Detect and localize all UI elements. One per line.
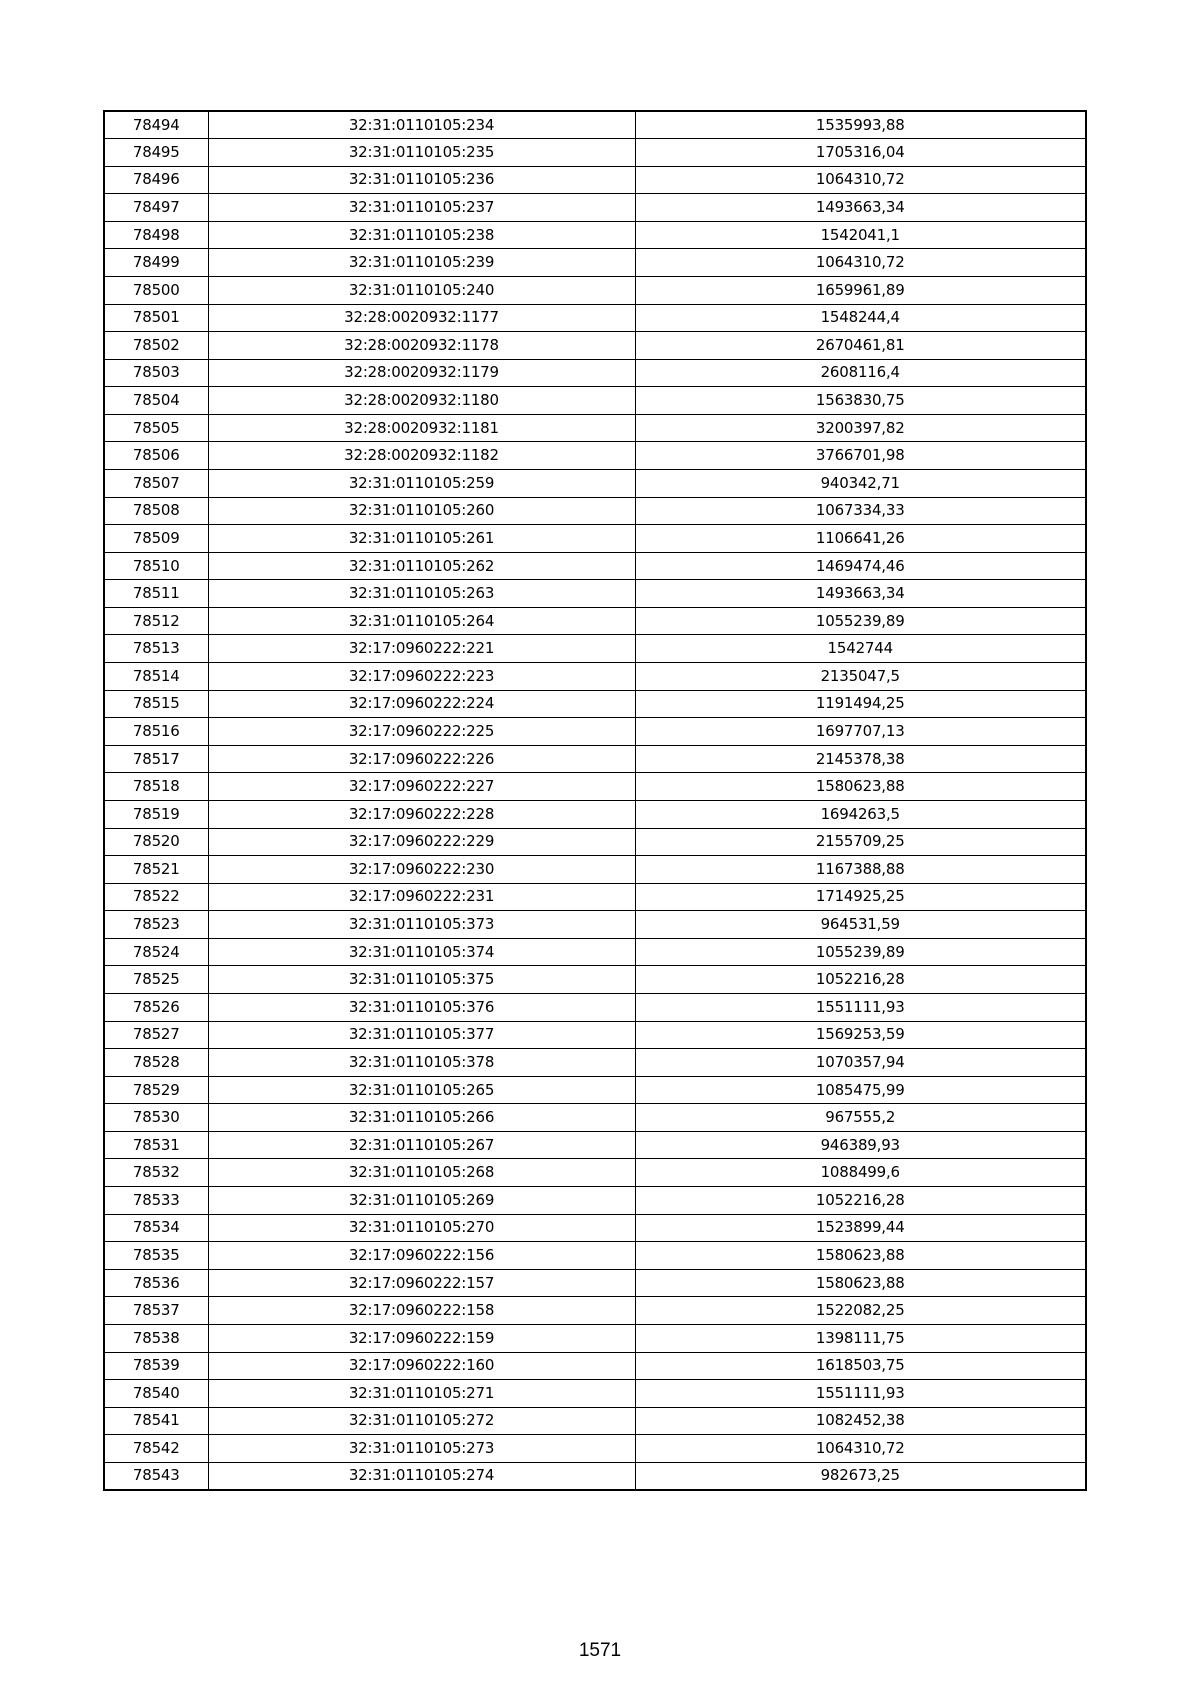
table-row bbox=[104, 470, 1086, 498]
cadastral-value-cell: 1659961,89 bbox=[635, 276, 1086, 304]
table-row bbox=[104, 718, 1086, 746]
cadastral-number-cell: 32:31:0110105:240 bbox=[208, 276, 635, 304]
row-number-cell: 78505 bbox=[104, 414, 208, 442]
table-row bbox=[104, 1021, 1086, 1049]
table-row bbox=[104, 497, 1086, 525]
cadastral-number-cell: 32:31:0110105:265 bbox=[208, 1076, 635, 1104]
cadastral-value-cell: 1493663,34 bbox=[635, 580, 1086, 608]
table-row bbox=[104, 359, 1086, 387]
table-row bbox=[104, 1076, 1086, 1104]
table-row bbox=[104, 1269, 1086, 1297]
table-row bbox=[104, 911, 1086, 939]
cadastral-value-cell: 2145378,38 bbox=[635, 745, 1086, 773]
cadastral-value-cell: 967555,2 bbox=[635, 1104, 1086, 1132]
cadastral-number-cell: 32:17:0960222:158 bbox=[208, 1297, 635, 1325]
cadastral-number-cell: 32:17:0960222:224 bbox=[208, 690, 635, 718]
cadastral-number-cell: 32:31:0110105:375 bbox=[208, 966, 635, 994]
row-number-cell: 78513 bbox=[104, 635, 208, 663]
table-row bbox=[104, 1242, 1086, 1270]
table-row bbox=[104, 525, 1086, 553]
row-number-cell: 78540 bbox=[104, 1380, 208, 1408]
table-row bbox=[104, 1435, 1086, 1463]
table-row bbox=[104, 1214, 1086, 1242]
cadastral-value-cell: 1694263,5 bbox=[635, 800, 1086, 828]
cadastral-number-cell: 32:31:0110105:376 bbox=[208, 994, 635, 1022]
table-row bbox=[104, 414, 1086, 442]
cadastral-number-cell: 32:31:0110105:270 bbox=[208, 1214, 635, 1242]
cadastral-number-cell: 32:28:0020932:1182 bbox=[208, 442, 635, 470]
row-number-cell: 78520 bbox=[104, 828, 208, 856]
row-number-cell: 78499 bbox=[104, 249, 208, 277]
cadastral-number-cell: 32:17:0960222:221 bbox=[208, 635, 635, 663]
row-number-cell: 78543 bbox=[104, 1462, 208, 1490]
cadastral-value-cell: 1469474,46 bbox=[635, 552, 1086, 580]
row-number-cell: 78542 bbox=[104, 1435, 208, 1463]
cadastral-value-cell: 1580623,88 bbox=[635, 1242, 1086, 1270]
row-number-cell: 78528 bbox=[104, 1049, 208, 1077]
row-number-cell: 78494 bbox=[104, 111, 208, 139]
cadastral-number-cell: 32:31:0110105:269 bbox=[208, 1187, 635, 1215]
cadastral-number-cell: 32:17:0960222:230 bbox=[208, 856, 635, 884]
cadastral-number-cell: 32:31:0110105:235 bbox=[208, 139, 635, 167]
cadastral-number-cell: 32:17:0960222:231 bbox=[208, 883, 635, 911]
cadastral-value-cell: 2670461,81 bbox=[635, 332, 1086, 360]
row-number-cell: 78510 bbox=[104, 552, 208, 580]
cadastral-value-table bbox=[103, 110, 1087, 1491]
cadastral-value-cell: 1082452,38 bbox=[635, 1407, 1086, 1435]
row-number-cell: 78526 bbox=[104, 994, 208, 1022]
cadastral-number-cell: 32:31:0110105:236 bbox=[208, 166, 635, 194]
row-number-cell: 78538 bbox=[104, 1324, 208, 1352]
row-number-cell: 78506 bbox=[104, 442, 208, 470]
cadastral-value-cell: 1563830,75 bbox=[635, 387, 1086, 415]
table-row bbox=[104, 1049, 1086, 1077]
cadastral-value-cell: 1542041,1 bbox=[635, 221, 1086, 249]
table-row bbox=[104, 1380, 1086, 1408]
row-number-cell: 78523 bbox=[104, 911, 208, 939]
cadastral-value-cell: 1580623,88 bbox=[635, 773, 1086, 801]
table-row bbox=[104, 1159, 1086, 1187]
cadastral-value-cell: 1088499,6 bbox=[635, 1159, 1086, 1187]
table-row bbox=[104, 690, 1086, 718]
cadastral-number-cell: 32:31:0110105:377 bbox=[208, 1021, 635, 1049]
cadastral-number-cell: 32:31:0110105:274 bbox=[208, 1462, 635, 1490]
row-number-cell: 78521 bbox=[104, 856, 208, 884]
table-row bbox=[104, 828, 1086, 856]
cadastral-value-cell: 1064310,72 bbox=[635, 1435, 1086, 1463]
table-row bbox=[104, 856, 1086, 884]
table-row bbox=[104, 194, 1086, 222]
row-number-cell: 78535 bbox=[104, 1242, 208, 1270]
cadastral-value-cell: 1064310,72 bbox=[635, 249, 1086, 277]
cadastral-number-cell: 32:28:0020932:1179 bbox=[208, 359, 635, 387]
table-row bbox=[104, 1407, 1086, 1435]
cadastral-number-cell: 32:31:0110105:259 bbox=[208, 470, 635, 498]
table-row bbox=[104, 139, 1086, 167]
cadastral-value-cell: 2135047,5 bbox=[635, 663, 1086, 691]
cadastral-number-cell: 32:31:0110105:374 bbox=[208, 938, 635, 966]
row-number-cell: 78541 bbox=[104, 1407, 208, 1435]
row-number-cell: 78519 bbox=[104, 800, 208, 828]
cadastral-value-cell: 946389,93 bbox=[635, 1131, 1086, 1159]
cadastral-number-cell: 32:31:0110105:264 bbox=[208, 607, 635, 635]
cadastral-value-cell: 1697707,13 bbox=[635, 718, 1086, 746]
cadastral-value-cell: 1542744 bbox=[635, 635, 1086, 663]
row-number-cell: 78533 bbox=[104, 1187, 208, 1215]
cadastral-number-cell: 32:31:0110105:266 bbox=[208, 1104, 635, 1132]
cadastral-number-cell: 32:17:0960222:160 bbox=[208, 1352, 635, 1380]
row-number-cell: 78517 bbox=[104, 745, 208, 773]
cadastral-value-cell: 1523899,44 bbox=[635, 1214, 1086, 1242]
row-number-cell: 78539 bbox=[104, 1352, 208, 1380]
cadastral-number-cell: 32:31:0110105:239 bbox=[208, 249, 635, 277]
cadastral-value-cell: 1055239,89 bbox=[635, 938, 1086, 966]
cadastral-number-cell: 32:31:0110105:261 bbox=[208, 525, 635, 553]
cadastral-number-cell: 32:31:0110105:263 bbox=[208, 580, 635, 608]
cadastral-number-cell: 32:31:0110105:268 bbox=[208, 1159, 635, 1187]
cadastral-value-cell: 964531,59 bbox=[635, 911, 1086, 939]
row-number-cell: 78502 bbox=[104, 332, 208, 360]
cadastral-number-cell: 32:28:0020932:1178 bbox=[208, 332, 635, 360]
cadastral-number-cell: 32:17:0960222:156 bbox=[208, 1242, 635, 1270]
row-number-cell: 78525 bbox=[104, 966, 208, 994]
table-row bbox=[104, 1104, 1086, 1132]
table-row bbox=[104, 1131, 1086, 1159]
cadastral-value-cell: 982673,25 bbox=[635, 1462, 1086, 1490]
cadastral-number-cell: 32:31:0110105:238 bbox=[208, 221, 635, 249]
cadastral-number-cell: 32:31:0110105:262 bbox=[208, 552, 635, 580]
table-row bbox=[104, 1462, 1086, 1490]
cadastral-number-cell: 32:17:0960222:157 bbox=[208, 1269, 635, 1297]
table-row bbox=[104, 580, 1086, 608]
cadastral-value-cell: 1106641,26 bbox=[635, 525, 1086, 553]
row-number-cell: 78531 bbox=[104, 1131, 208, 1159]
table-row bbox=[104, 1187, 1086, 1215]
cadastral-number-cell: 32:31:0110105:271 bbox=[208, 1380, 635, 1408]
table-row bbox=[104, 1297, 1086, 1325]
cadastral-value-cell: 1522082,25 bbox=[635, 1297, 1086, 1325]
row-number-cell: 78516 bbox=[104, 718, 208, 746]
row-number-cell: 78529 bbox=[104, 1076, 208, 1104]
table-row bbox=[104, 304, 1086, 332]
cadastral-number-cell: 32:31:0110105:267 bbox=[208, 1131, 635, 1159]
table-row bbox=[104, 552, 1086, 580]
table-row bbox=[104, 221, 1086, 249]
cadastral-number-cell: 32:17:0960222:227 bbox=[208, 773, 635, 801]
cadastral-value-cell: 3766701,98 bbox=[635, 442, 1086, 470]
cadastral-number-cell: 32:17:0960222:159 bbox=[208, 1324, 635, 1352]
cadastral-value-cell: 1070357,94 bbox=[635, 1049, 1086, 1077]
table-row bbox=[104, 883, 1086, 911]
row-number-cell: 78511 bbox=[104, 580, 208, 608]
table-row bbox=[104, 276, 1086, 304]
row-number-cell: 78503 bbox=[104, 359, 208, 387]
row-number-cell: 78512 bbox=[104, 607, 208, 635]
row-number-cell: 78498 bbox=[104, 221, 208, 249]
cadastral-value-cell: 1618503,75 bbox=[635, 1352, 1086, 1380]
cadastral-value-cell: 940342,71 bbox=[635, 470, 1086, 498]
row-number-cell: 78515 bbox=[104, 690, 208, 718]
row-number-cell: 78509 bbox=[104, 525, 208, 553]
row-number-cell: 78514 bbox=[104, 663, 208, 691]
cadastral-number-cell: 32:31:0110105:234 bbox=[208, 111, 635, 139]
cadastral-number-cell: 32:31:0110105:373 bbox=[208, 911, 635, 939]
table-row bbox=[104, 1352, 1086, 1380]
cadastral-number-cell: 32:28:0020932:1180 bbox=[208, 387, 635, 415]
row-number-cell: 78530 bbox=[104, 1104, 208, 1132]
table-row bbox=[104, 966, 1086, 994]
cadastral-number-cell: 32:31:0110105:237 bbox=[208, 194, 635, 222]
cadastral-number-cell: 32:17:0960222:225 bbox=[208, 718, 635, 746]
cadastral-value-cell: 1705316,04 bbox=[635, 139, 1086, 167]
cadastral-number-cell: 32:17:0960222:226 bbox=[208, 745, 635, 773]
row-number-cell: 78536 bbox=[104, 1269, 208, 1297]
cadastral-value-cell: 1067334,33 bbox=[635, 497, 1086, 525]
cadastral-value-cell: 2155709,25 bbox=[635, 828, 1086, 856]
cadastral-value-cell: 2608116,4 bbox=[635, 359, 1086, 387]
cadastral-number-cell: 32:17:0960222:228 bbox=[208, 800, 635, 828]
cadastral-value-cell: 1398111,75 bbox=[635, 1324, 1086, 1352]
row-number-cell: 78508 bbox=[104, 497, 208, 525]
cadastral-number-cell: 32:28:0020932:1181 bbox=[208, 414, 635, 442]
cadastral-number-cell: 32:31:0110105:273 bbox=[208, 1435, 635, 1463]
cadastral-number-cell: 32:31:0110105:272 bbox=[208, 1407, 635, 1435]
row-number-cell: 78501 bbox=[104, 304, 208, 332]
table-body bbox=[104, 111, 1086, 1490]
table-row bbox=[104, 166, 1086, 194]
cadastral-value-cell: 3200397,82 bbox=[635, 414, 1086, 442]
cadastral-number-cell: 32:31:0110105:260 bbox=[208, 497, 635, 525]
table-row bbox=[104, 663, 1086, 691]
row-number-cell: 78522 bbox=[104, 883, 208, 911]
row-number-cell: 78537 bbox=[104, 1297, 208, 1325]
row-number-cell: 78527 bbox=[104, 1021, 208, 1049]
cadastral-number-cell: 32:31:0110105:378 bbox=[208, 1049, 635, 1077]
table-row bbox=[104, 994, 1086, 1022]
cadastral-value-cell: 1535993,88 bbox=[635, 111, 1086, 139]
table-row bbox=[104, 249, 1086, 277]
row-number-cell: 78500 bbox=[104, 276, 208, 304]
table-row bbox=[104, 111, 1086, 139]
table-row bbox=[104, 442, 1086, 470]
row-number-cell: 78534 bbox=[104, 1214, 208, 1242]
table-row bbox=[104, 773, 1086, 801]
cadastral-number-cell: 32:17:0960222:229 bbox=[208, 828, 635, 856]
cadastral-value-cell: 1085475,99 bbox=[635, 1076, 1086, 1104]
page-number: 1571 bbox=[578, 1640, 622, 1661]
cadastral-value-cell: 1493663,34 bbox=[635, 194, 1086, 222]
row-number-cell: 78497 bbox=[104, 194, 208, 222]
table-row bbox=[104, 387, 1086, 415]
cadastral-value-cell: 1052216,28 bbox=[635, 966, 1086, 994]
table-row bbox=[104, 938, 1086, 966]
row-number-cell: 78496 bbox=[104, 166, 208, 194]
cadastral-value-cell: 1548244,4 bbox=[635, 304, 1086, 332]
table-row bbox=[104, 800, 1086, 828]
table-row bbox=[104, 1324, 1086, 1352]
table-row bbox=[104, 607, 1086, 635]
cadastral-value-cell: 1551111,93 bbox=[635, 994, 1086, 1022]
row-number-cell: 78495 bbox=[104, 139, 208, 167]
cadastral-value-cell: 1551111,93 bbox=[635, 1380, 1086, 1408]
cadastral-value-cell: 1580623,88 bbox=[635, 1269, 1086, 1297]
cadastral-number-cell: 32:28:0020932:1177 bbox=[208, 304, 635, 332]
cadastral-value-cell: 1569253,59 bbox=[635, 1021, 1086, 1049]
cadastral-value-cell: 1167388,88 bbox=[635, 856, 1086, 884]
table-row bbox=[104, 332, 1086, 360]
row-number-cell: 78524 bbox=[104, 938, 208, 966]
row-number-cell: 78504 bbox=[104, 387, 208, 415]
cadastral-number-cell: 32:17:0960222:223 bbox=[208, 663, 635, 691]
table-row bbox=[104, 635, 1086, 663]
row-number-cell: 78532 bbox=[104, 1159, 208, 1187]
table-row bbox=[104, 745, 1086, 773]
cadastral-value-cell: 1191494,25 bbox=[635, 690, 1086, 718]
row-number-cell: 78518 bbox=[104, 773, 208, 801]
row-number-cell: 78507 bbox=[104, 470, 208, 498]
cadastral-value-cell: 1714925,25 bbox=[635, 883, 1086, 911]
cadastral-value-cell: 1064310,72 bbox=[635, 166, 1086, 194]
cadastral-value-cell: 1052216,28 bbox=[635, 1187, 1086, 1215]
cadastral-value-cell: 1055239,89 bbox=[635, 607, 1086, 635]
